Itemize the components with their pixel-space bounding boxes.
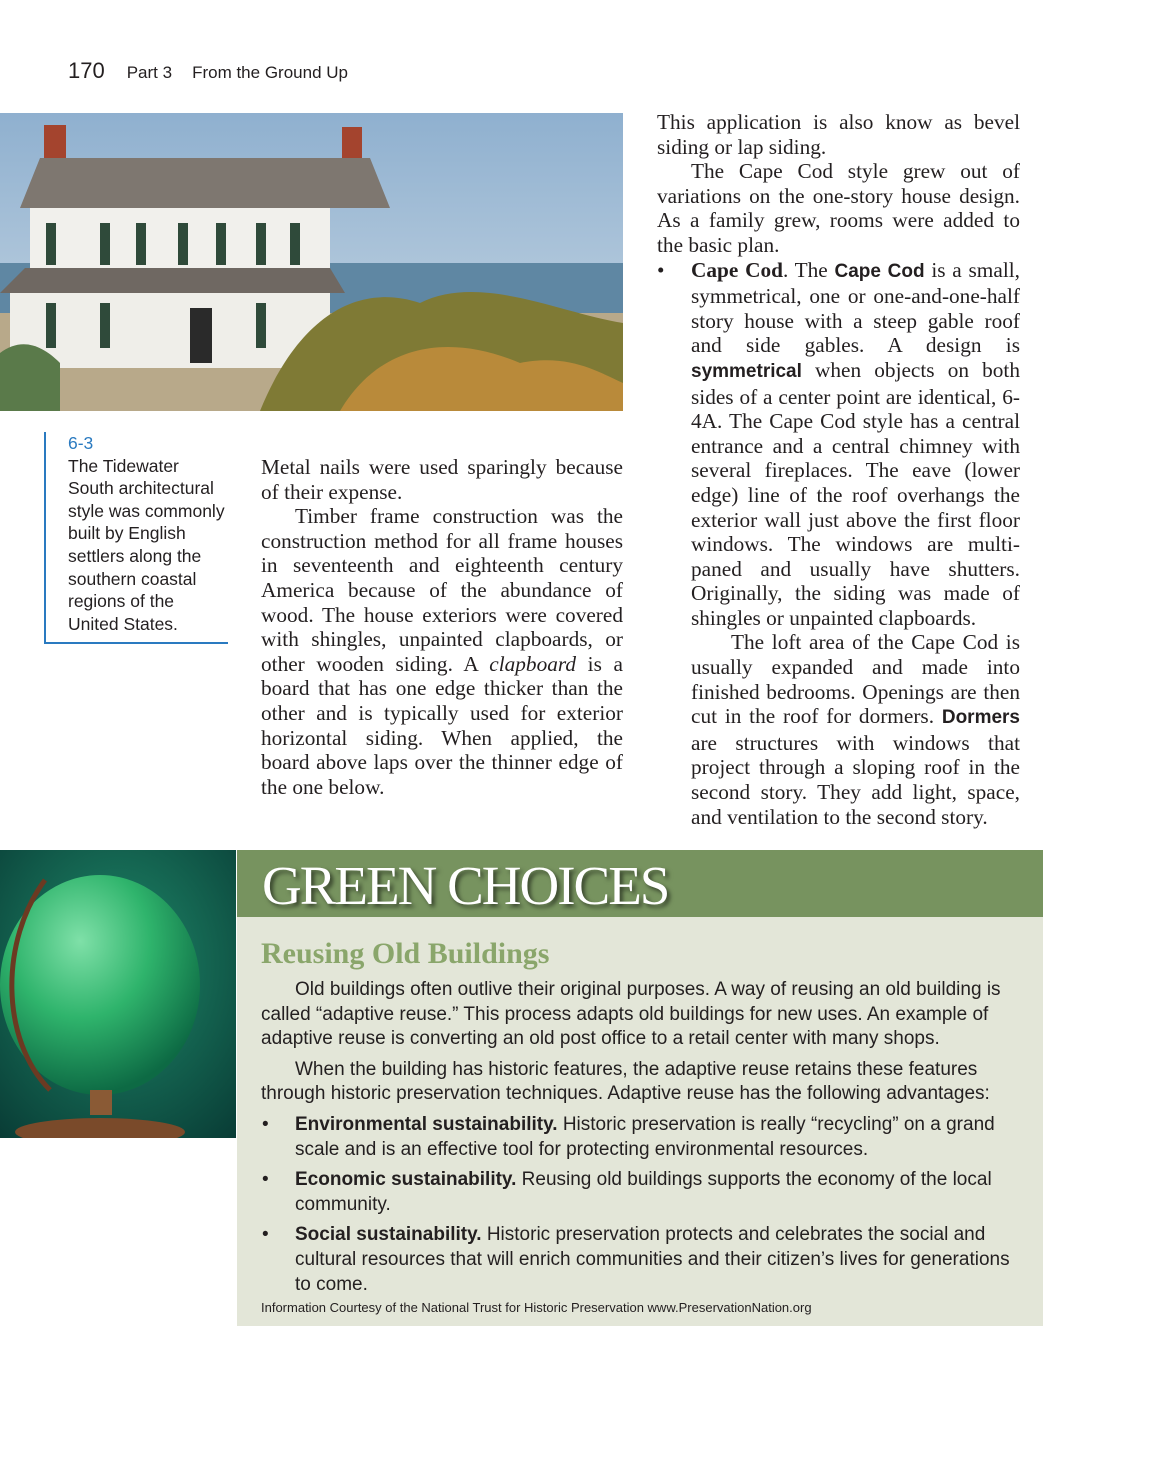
green-choices-title: GREEN CHOICES: [262, 855, 669, 916]
source-credit: Information Courtesy of the National Trust for Historic Preservation www.PreservationNation.org: [261, 1300, 812, 1315]
tidewater-house-photo: [0, 113, 623, 411]
chapter-title: From the Ground Up: [192, 63, 348, 82]
globe-photo: [0, 850, 236, 1138]
bullet-icon: •: [262, 1169, 269, 1191]
paragraph: Metal nails were used sparingly because of their expense.: [261, 455, 623, 504]
green-choices-text: [261, 978, 1025, 1303]
paragraph: Old buildings often outlive their original purposes. A way of reusing an old building is called “adaptive reuse.” This process adapts old buildings for new uses. An example of adaptive reuse is converting an old post office to a retail center with many shops.: [261, 979, 1001, 1050]
text: are structures with windows that project through a sloping roof in the second story. They add light, space, and ventilation to the second story.: [691, 730, 1020, 829]
text: is a board that has one edge thicker than the other and is typically used for exterior horizontal siding. When applied, the board above laps over the thinner edge of the one below.: [261, 651, 623, 799]
green-choices-box: [237, 917, 1043, 1326]
text: when objects on both sides of a center point are identical, 6-4A. The Cape Cod style has a central entrance and a central chimney with several fireplaces. The eave (lower edge) line of the roof overhangs the exterior wall just above the first floor windows. The windows are multi-paned and usually have shutters. Originally, the siding was made of shingles or unpainted clapboards.: [691, 357, 1020, 630]
paragraph: The Cape Cod style grew out of variations on the one-story house design. As a family grew, rooms were added to the basic plan.: [657, 159, 1020, 257]
text: Timber frame construction was the construction method for all frame houses in seventeenth and eighteenth century America because of the abundance of wood. The house exteriors were covered with shingles, unpainted clapboards, or other wooden siding. A: [261, 504, 623, 676]
paragraph: This application is also know as bevel siding or lap siding.: [657, 110, 1020, 159]
bullet-lead: Social sustainability.: [295, 1224, 482, 1246]
bullet-item: [261, 1168, 1025, 1217]
paragraph: [261, 504, 623, 799]
term-clapboard: clapboard: [489, 651, 577, 676]
part-label: Part 3: [126, 63, 173, 82]
bullet-icon: •: [657, 257, 665, 282]
bullet-text: Reusing old buildings supports the economy of the local community.: [295, 1169, 992, 1215]
term-cape-cod: Cape Cod: [834, 260, 925, 282]
green-choices-subtitle: Reusing Old Buildings: [261, 937, 550, 970]
bullet-icon: •: [262, 1224, 269, 1246]
bullet-text: Historic preservation protects and celebrates the social and cultural resources that will enrich communities and their citizen’s lives for generations to come.: [295, 1224, 1010, 1295]
running-header: [68, 58, 348, 84]
term-dormers: Dormers: [941, 707, 1020, 729]
bullet-text: Historic preservation is really “recycling” on a grand scale and is an effective tool for protecting environmental resources.: [295, 1113, 995, 1160]
bullet-item: [261, 1113, 1025, 1162]
middle-column: [261, 455, 623, 799]
right-column: [657, 110, 1020, 829]
page-number: 170: [68, 58, 105, 83]
green-choices-header: [237, 850, 1043, 917]
figure-caption: [44, 432, 228, 644]
paragraph: [657, 630, 1020, 829]
text: is a small, symmetrical, one or one-and-one-half story house with a steep gable roof and side gables. A design is: [691, 257, 1020, 358]
bullet-lead: Environmental sustainability.: [295, 1113, 558, 1135]
text: . The: [782, 257, 835, 282]
bullet-cape-cod: [657, 258, 1020, 631]
paragraph: When the building has historic features, the adaptive reuse retains these features through historic preservation techniques. Adaptive reuse has the following advantages:: [261, 1058, 990, 1105]
bullet-lead: Economic sustainability.: [295, 1169, 517, 1191]
text: The loft area of the Cape Cod is usually expanded and made into finished bedrooms. Openings are then cut in the roof for dormers.: [691, 630, 1020, 729]
caption-text: The Tidewater South architectural style was commonly built by English settlers along the southern coastal regions of the United States.: [68, 455, 225, 634]
figure-number: 6-3: [68, 433, 94, 453]
bullet-lead: Cape Cod: [691, 257, 783, 282]
term-symmetrical: symmetrical: [691, 360, 802, 382]
bullet-item: [261, 1223, 1025, 1297]
bullet-icon: •: [262, 1113, 269, 1135]
